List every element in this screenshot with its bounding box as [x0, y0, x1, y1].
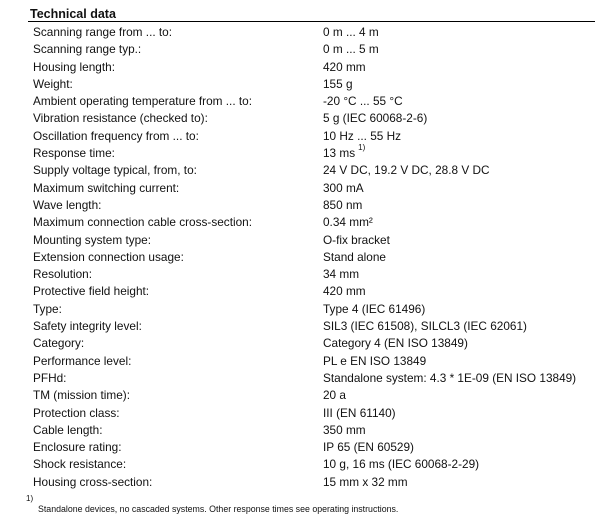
- footnote-text: Standalone devices, no cascaded systems. Other response times see operating instructions.: [38, 504, 399, 514]
- spec-row: [0, 283, 601, 300]
- spec-row: [0, 93, 601, 110]
- spec-row: [0, 405, 601, 422]
- spec-value: Category 4 (EN ISO 13849): [323, 336, 468, 351]
- spec-label: Protective field height:: [33, 284, 150, 299]
- spec-label: Wave length:: [33, 197, 102, 212]
- spec-label: Scanning range from ... to:: [33, 25, 173, 39]
- title-underline: [28, 21, 595, 22]
- spec-label: Housing length:: [33, 59, 115, 74]
- spec-value: 34 mm: [323, 267, 360, 282]
- footnote-reference: 1): [358, 143, 366, 153]
- spec-row: [0, 214, 601, 231]
- spec-label: Shock resistance:: [33, 457, 127, 472]
- spec-row: [0, 301, 601, 318]
- spec-label: Weight:: [33, 76, 73, 91]
- spec-label: Performance level:: [33, 353, 132, 368]
- footnote-marker: 1): [26, 494, 34, 503]
- spec-row: [0, 474, 601, 491]
- spec-value: Type 4 (IEC 61496): [323, 301, 426, 316]
- spec-row: [0, 335, 601, 352]
- spec-value: -20 °C ... 55 °C: [323, 94, 403, 109]
- spec-row: [0, 439, 601, 456]
- spec-value: O-fix bracket: [323, 232, 390, 247]
- spec-row: [0, 76, 601, 93]
- spec-label: TM (mission time):: [33, 388, 130, 403]
- spec-value: 350 mm: [323, 422, 366, 437]
- spec-value: Standalone system: 4.3 * 1E-09 (EN ISO 13849): [323, 370, 577, 385]
- spec-value: 300 mA: [323, 180, 364, 195]
- spec-row: [0, 232, 601, 249]
- spec-value: 155 g: [323, 76, 353, 91]
- spec-label: Housing cross-section:: [33, 474, 153, 489]
- spec-row: [0, 110, 601, 127]
- spec-value: III (EN 61140): [323, 405, 396, 420]
- spec-value: 0 m ... 4 m: [323, 25, 379, 39]
- spec-value: 24 V DC, 19.2 V DC, 28.8 V DC: [323, 163, 490, 178]
- spec-value-with-footnote: [323, 143, 366, 163]
- spec-label: Protection class:: [33, 405, 120, 420]
- spec-row: [0, 266, 601, 283]
- spec-label: PFHd:: [33, 370, 67, 385]
- spec-value: 15 mm x 32 mm: [323, 474, 408, 489]
- spec-row: [0, 370, 601, 387]
- spec-row: [0, 59, 601, 76]
- spec-row: [0, 456, 601, 473]
- spec-label: Supply voltage typical, from, to:: [33, 163, 197, 178]
- spec-value: PL e EN ISO 13849: [323, 353, 427, 368]
- spec-row: [0, 353, 601, 370]
- spec-value: 0.34 mm²: [323, 215, 373, 230]
- spec-value: 0 m ... 5 m: [323, 42, 379, 57]
- spec-label: Ambient operating temperature from ... to:: [33, 94, 253, 109]
- spec-row: [0, 197, 601, 214]
- spec-row: [0, 162, 601, 179]
- spec-label: Cable length:: [33, 422, 103, 437]
- spec-label: Safety integrity level:: [33, 319, 142, 334]
- spec-row: [0, 249, 601, 266]
- spec-label: Scanning range typ.:: [33, 42, 142, 57]
- spec-row: [0, 387, 601, 404]
- spec-row: [0, 318, 601, 335]
- spec-table: [0, 24, 601, 491]
- spec-label: Vibration resistance (checked to):: [33, 111, 208, 126]
- spec-label: Category:: [33, 336, 85, 351]
- spec-row: [0, 128, 601, 145]
- spec-value: 850 nm: [323, 197, 363, 212]
- spec-value: 10 g, 16 ms (IEC 60068-2-29): [323, 457, 480, 472]
- spec-row: [0, 24, 601, 41]
- spec-value: SIL3 (IEC 61508), SILCL3 (IEC 62061): [323, 319, 527, 334]
- spec-value: 420 mm: [323, 59, 366, 74]
- spec-value: IP 65 (EN 60529): [323, 440, 414, 455]
- spec-row: [0, 145, 601, 162]
- spec-value: 420 mm: [323, 284, 366, 299]
- spec-label: Extension connection usage:: [33, 249, 184, 264]
- spec-label: Response time:: [33, 146, 115, 161]
- spec-value: 20 a: [323, 388, 346, 403]
- spec-label: Mounting system type:: [33, 232, 152, 247]
- spec-label: Maximum switching current:: [33, 180, 180, 195]
- spec-value-text: 13 ms: [323, 146, 356, 161]
- spec-label: Oscillation frequency from ... to:: [33, 128, 199, 143]
- spec-value: 10 Hz ... 55 Hz: [323, 128, 402, 143]
- spec-value: Stand alone: [323, 249, 386, 264]
- section-title: Technical data: [30, 7, 116, 21]
- spec-row: [0, 422, 601, 439]
- spec-label: Enclosure rating:: [33, 440, 122, 455]
- spec-value: 5 g (IEC 60068-2-6): [323, 111, 428, 126]
- spec-label: Maximum connection cable cross-section:: [33, 215, 252, 230]
- spec-row: [0, 180, 601, 197]
- spec-label: Type:: [33, 301, 62, 316]
- spec-label: Resolution:: [33, 267, 93, 282]
- spec-row: [0, 41, 601, 58]
